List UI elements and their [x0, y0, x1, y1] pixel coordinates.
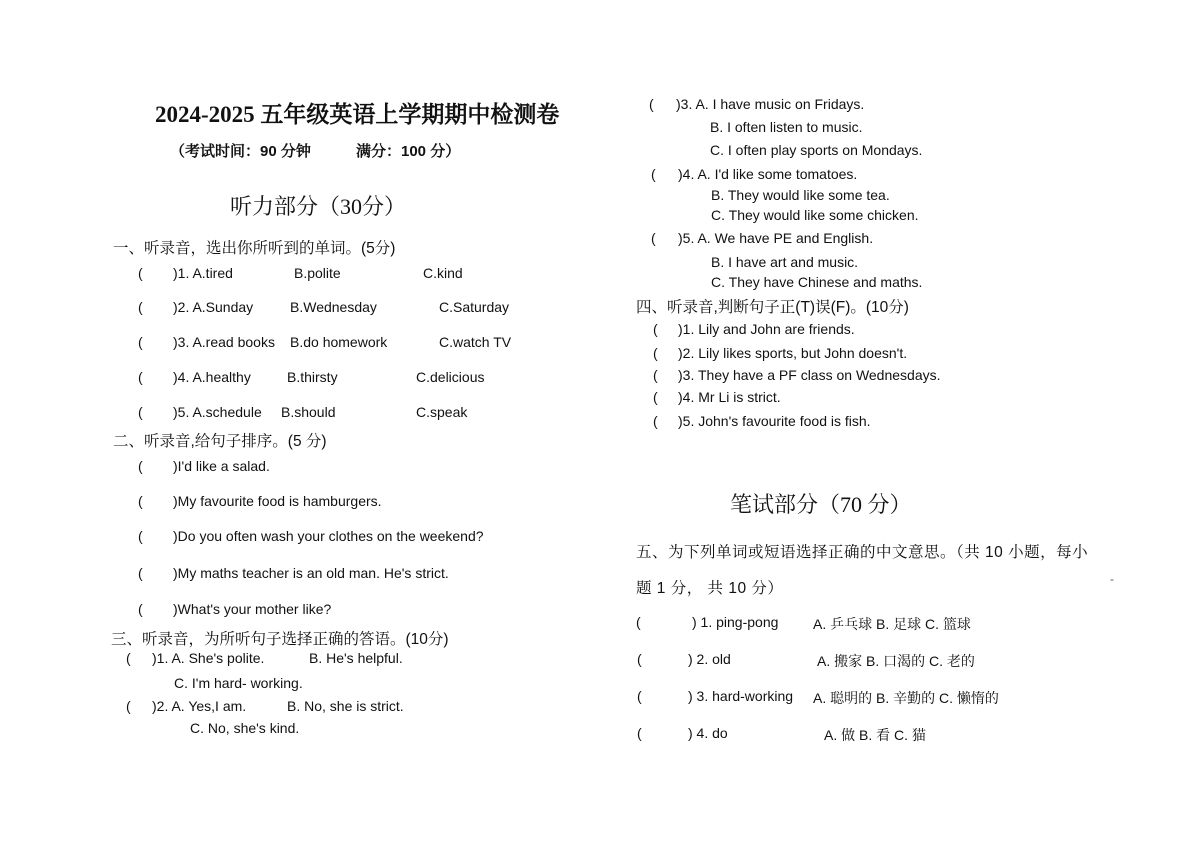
vocab-options: A. 搬家 B. 口渴的 C. 老的 [817, 653, 975, 669]
answer-blank[interactable]: ( [126, 650, 131, 666]
item-option-a: )3. A.read books [173, 334, 275, 350]
option-a: )4. A. I'd like some tomatoes. [678, 166, 858, 182]
item-option-c: C.delicious [416, 369, 485, 385]
section-3-heading: 三、听录音，为所听句子选择正确的答语。(10分) [111, 631, 449, 648]
answer-blank[interactable]: ( [637, 651, 642, 667]
answer-blank[interactable]: ( [138, 528, 143, 544]
answer-blank[interactable]: ( [651, 166, 656, 182]
exam-time: （考试时间：90 分钟 [170, 143, 311, 160]
answer-blank[interactable]: ( [653, 367, 658, 383]
answer-blank[interactable]: ( [138, 493, 143, 509]
item-option-b: B.polite [294, 265, 341, 281]
option-c: C. I often play sports on Mondays. [710, 142, 923, 158]
answer-blank[interactable]: ( [653, 321, 658, 337]
item-option-b: B.thirsty [287, 369, 338, 385]
option-a: )3. A. I have music on Fridays. [676, 96, 865, 112]
writing-part-title: 笔试部分（70 分） [730, 492, 912, 517]
sentence-text: )My maths teacher is an old man. He's strict. [173, 565, 449, 581]
section-2-heading: 二、听录音,给句子排序。(5 分) [113, 433, 327, 450]
stray-mark: - [1110, 572, 1114, 586]
statement-text: )3. They have a PF class on Wednesdays. [678, 367, 941, 383]
item-option-b: B.do homework [290, 334, 388, 350]
vocab-word: ) 4. do [688, 725, 728, 741]
listening-part-title: 听力部分（30分） [230, 194, 407, 219]
section-4-heading: 四、听录音,判断句子正(T)误(F)。(10分) [636, 299, 909, 316]
item-option-b: B.Wednesday [290, 299, 377, 315]
answer-blank[interactable]: ( [138, 565, 143, 581]
option-b: B. I have art and music. [711, 254, 859, 270]
option-c: C. They have Chinese and maths. [711, 274, 923, 290]
statement-text: )2. Lily likes sports, but John doesn't. [678, 345, 908, 361]
answer-blank[interactable]: ( [138, 299, 143, 315]
option-b: B. I often listen to music. [710, 119, 863, 135]
option-c: C. No, she's kind. [190, 720, 300, 736]
exam-title: 2024-2025 五年级英语上学期期中检测卷 [155, 102, 560, 127]
item-option-a: )4. A.healthy [173, 369, 251, 385]
vocab-options: A. 乒乓球 B. 足球 C. 篮球 [813, 616, 971, 632]
statement-text: )4. Mr Li is strict. [678, 389, 781, 405]
vocab-options: A. 做 B. 看 C. 猫 [824, 727, 926, 743]
option-b: B. No, she is strict. [287, 698, 404, 714]
sentence-text: )Do you often wash your clothes on the weekend? [173, 528, 484, 544]
answer-blank[interactable]: ( [637, 725, 642, 741]
statement-text: )1. Lily and John are friends. [678, 321, 855, 337]
item-option-c: C.speak [416, 404, 468, 420]
answer-blank[interactable]: ( [138, 404, 143, 420]
vocab-options: A. 聪明的 B. 辛勤的 C. 懒惰的 [813, 690, 999, 706]
answer-blank[interactable]: ( [653, 389, 658, 405]
section-5-heading-cont: 题 1 分， 共 10 分） [636, 580, 784, 597]
answer-blank[interactable]: ( [138, 601, 143, 617]
answer-blank[interactable]: ( [637, 688, 642, 704]
sentence-text: )What's your mother like? [173, 601, 332, 617]
section-1-heading: 一、听录音，选出你所听到的单词。(5分) [113, 240, 396, 257]
option-a: )5. A. We have PE and English. [678, 230, 874, 246]
statement-text: )5. John's favourite food is fish. [678, 413, 871, 429]
item-option-b: B.should [281, 404, 336, 420]
item-option-a: )1. A.tired [173, 265, 233, 281]
option-c: C. I'm hard- working. [174, 675, 303, 691]
item-option-c: C.kind [423, 265, 463, 281]
vocab-word: ) 1. ping-pong [692, 614, 779, 630]
option-c: C. They would like some chicken. [711, 207, 919, 223]
item-option-a: )5. A.schedule [173, 404, 262, 420]
answer-blank[interactable]: ( [651, 230, 656, 246]
answer-blank[interactable]: ( [653, 345, 658, 361]
item-option-c: C.Saturday [439, 299, 510, 315]
section-5-heading: 五、为下列单词或短语选择正确的中文意思。（共 10 小题，每小 [636, 544, 1089, 561]
full-score: 满分：100 分） [356, 143, 461, 160]
sentence-text: )My favourite food is hamburgers. [173, 493, 382, 509]
answer-blank[interactable]: ( [126, 698, 131, 714]
option-b: B. They would like some tea. [711, 187, 890, 203]
vocab-word: ) 3. hard-working [688, 688, 794, 704]
option-a: )1. A. She's polite. [152, 650, 265, 666]
answer-blank[interactable]: ( [138, 265, 143, 281]
answer-blank[interactable]: ( [138, 334, 143, 350]
vocab-word: ) 2. old [688, 651, 731, 667]
sentence-text: )I'd like a salad. [173, 458, 270, 474]
item-option-a: )2. A.Sunday [173, 299, 254, 315]
answer-blank[interactable]: ( [649, 96, 654, 112]
answer-blank[interactable]: ( [636, 614, 641, 630]
item-option-c: C.watch TV [439, 334, 512, 350]
answer-blank[interactable]: ( [653, 413, 658, 429]
answer-blank[interactable]: ( [138, 458, 143, 474]
option-a: )2. A. Yes,I am. [152, 698, 247, 714]
option-b: B. He's helpful. [309, 650, 403, 666]
answer-blank[interactable]: ( [138, 369, 143, 385]
